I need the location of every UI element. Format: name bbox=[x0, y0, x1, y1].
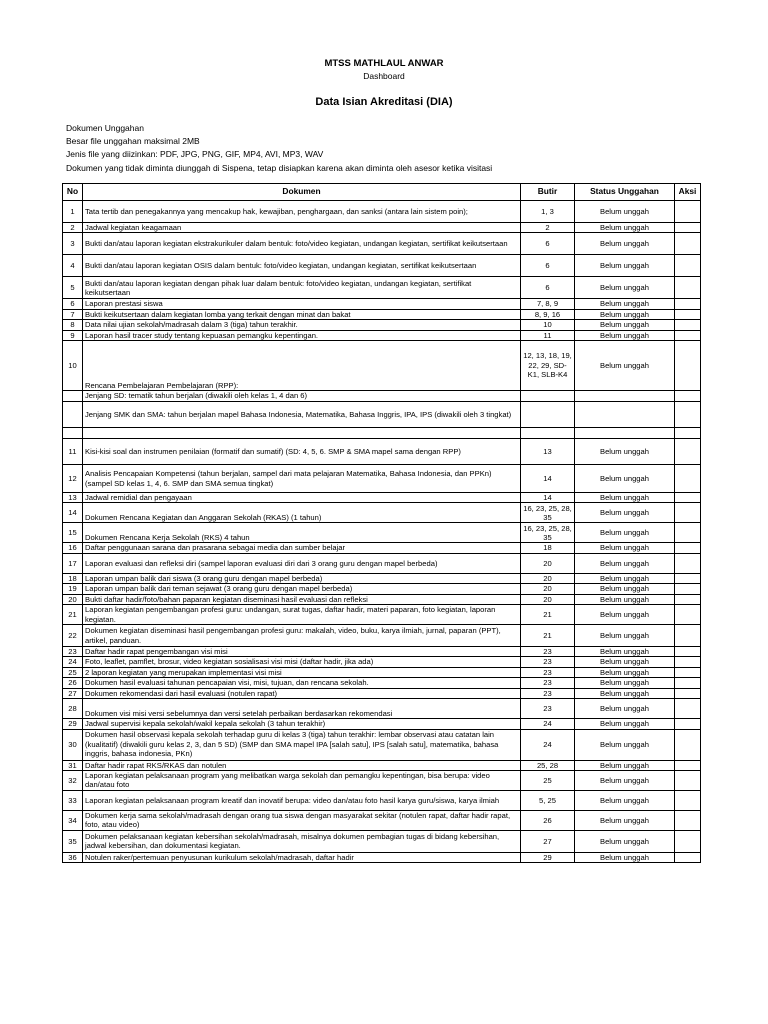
table-row bbox=[63, 647, 701, 657]
action-cell[interactable] bbox=[675, 760, 701, 770]
table-row bbox=[63, 553, 701, 573]
table-row bbox=[63, 770, 701, 790]
action-cell[interactable] bbox=[675, 688, 701, 698]
table-row bbox=[63, 201, 701, 223]
row-number: 26 bbox=[63, 678, 83, 688]
document-name: Tata tertib dan penegakannya yang mencakup hak, kewajiban, penghargaan, dan sanksi (antara lain sistem poin); bbox=[83, 201, 521, 223]
document-name: Bukti dan/atau laporan kegiatan dengan pihak luar dalam bentuk: foto/video kegiatan, undangan kegiatan, sertifikat keikutsertaan bbox=[83, 277, 521, 299]
butir-value: 26 bbox=[521, 810, 575, 830]
document-name: Laporan umpan balik dari siswa (3 orang guru dengan mapel berbeda) bbox=[83, 573, 521, 583]
document-name: Dokumen kegiatan diseminasi hasil pengembangan profesi guru: makalah, video, buku, karya ilmiah, jurnal, paparan (PPT), artikel, panduan. bbox=[83, 625, 521, 647]
row-number: 10 bbox=[63, 341, 83, 391]
butir-value: 23 bbox=[521, 678, 575, 688]
row-number: 35 bbox=[63, 830, 83, 852]
row-number: 28 bbox=[63, 699, 83, 719]
row-number: 8 bbox=[63, 320, 83, 330]
upload-status: Belum unggah bbox=[575, 341, 675, 391]
table-row bbox=[63, 594, 701, 604]
col-header-status: Status Unggahan bbox=[575, 184, 675, 201]
row-number: 30 bbox=[63, 729, 83, 760]
butir-value: 21 bbox=[521, 625, 575, 647]
action-cell[interactable] bbox=[675, 605, 701, 625]
table-row bbox=[63, 543, 701, 553]
document-name: Notulen raker/pertemuan penyusunan kurikulum sekolah/madrasah, daftar hadir bbox=[83, 852, 521, 862]
row-number: 31 bbox=[63, 760, 83, 770]
row-number: 11 bbox=[63, 439, 83, 465]
butir-value: 10 bbox=[521, 320, 575, 330]
butir-value: 1, 3 bbox=[521, 201, 575, 223]
table-row bbox=[63, 810, 701, 830]
row-number: 17 bbox=[63, 553, 83, 573]
upload-status: Belum unggah bbox=[575, 852, 675, 862]
upload-status: Belum unggah bbox=[575, 667, 675, 677]
upload-status bbox=[575, 402, 675, 428]
table-row bbox=[63, 625, 701, 647]
table-row bbox=[63, 523, 701, 543]
document-name: Dokumen hasil evaluasi tahunan pencapaian visi, misi, tujuan, dan rencana sekolah. bbox=[83, 678, 521, 688]
table-row bbox=[63, 852, 701, 862]
row-number: 9 bbox=[63, 330, 83, 340]
action-cell[interactable] bbox=[675, 770, 701, 790]
document-name: Bukti dan/atau laporan kegiatan ekstrakurikuler dalam bentuk: foto/video kegiatan, undangan kegiatan, sertifikat keikutsertaan bbox=[83, 233, 521, 255]
upload-status: Belum unggah bbox=[575, 647, 675, 657]
table-row bbox=[63, 277, 701, 299]
col-header-aksi: Aksi bbox=[675, 184, 701, 201]
row-number: 21 bbox=[63, 605, 83, 625]
upload-status: Belum unggah bbox=[575, 760, 675, 770]
table-row bbox=[63, 584, 701, 594]
upload-status: Belum unggah bbox=[575, 770, 675, 790]
row-number: 20 bbox=[63, 594, 83, 604]
table-row bbox=[63, 439, 701, 465]
butir-value: 18 bbox=[521, 543, 575, 553]
row-number: 4 bbox=[63, 255, 83, 277]
col-header-no: No bbox=[63, 184, 83, 201]
table-row bbox=[63, 341, 701, 391]
document-name: Jenjang SMK dan SMA: tahun berjalan mapel Bahasa Indonesia, Matematika, Bahasa Inggris, IPA, IPS (diwakili oleh 3 tingkat) bbox=[83, 402, 521, 428]
table-row bbox=[63, 493, 701, 503]
table-row bbox=[63, 678, 701, 688]
action-cell[interactable] bbox=[675, 320, 701, 330]
upload-status: Belum unggah bbox=[575, 729, 675, 760]
table-row bbox=[63, 428, 701, 439]
document-name: Laporan umpan balik dari teman sejawat (3 orang guru dengan mapel berbeda) bbox=[83, 584, 521, 594]
table-row bbox=[63, 320, 701, 330]
table-header-row bbox=[63, 184, 701, 201]
action-cell[interactable] bbox=[675, 465, 701, 493]
document-name: Dokumen visi misi versi sebelumnya dan versi setelah perbaikan berdasarkan rekomendasi bbox=[83, 699, 521, 719]
action-cell[interactable] bbox=[675, 584, 701, 594]
table-row bbox=[63, 667, 701, 677]
document-name: Laporan prestasi siswa bbox=[83, 299, 521, 309]
table-row bbox=[63, 699, 701, 719]
action-cell[interactable] bbox=[675, 439, 701, 465]
action-cell[interactable] bbox=[675, 594, 701, 604]
upload-info bbox=[66, 122, 492, 175]
document-name: Jadwal supervisi kepala sekolah/wakil kepala sekolah (3 tahun terakhir) bbox=[83, 719, 521, 729]
row-number: 32 bbox=[63, 770, 83, 790]
upload-status: Belum unggah bbox=[575, 605, 675, 625]
document-name bbox=[83, 428, 521, 439]
upload-status: Belum unggah bbox=[575, 439, 675, 465]
action-cell[interactable] bbox=[675, 543, 701, 553]
butir-value: 23 bbox=[521, 657, 575, 667]
row-number: 16 bbox=[63, 543, 83, 553]
document-name: Jadwal remidial dan pengayaan bbox=[83, 493, 521, 503]
upload-status: Belum unggah bbox=[575, 503, 675, 523]
document-name: Rencana Pembelajaran Pembelajaran (RPP): bbox=[83, 341, 521, 391]
action-cell[interactable] bbox=[675, 699, 701, 719]
table-row bbox=[63, 830, 701, 852]
upload-status: Belum unggah bbox=[575, 299, 675, 309]
document-name: Kisi-kisi soal dan instrumen penilaian (formatif dan sumatif) (SD: 4, 5, 6. SMP & SMA mapel sama dengan RPP) bbox=[83, 439, 521, 465]
upload-status: Belum unggah bbox=[575, 309, 675, 319]
butir-value: 23 bbox=[521, 688, 575, 698]
upload-status: Belum unggah bbox=[575, 790, 675, 810]
action-cell[interactable] bbox=[675, 625, 701, 647]
butir-value: 14 bbox=[521, 465, 575, 493]
document-name: Bukti keikutsertaan dalam kegiatan lomba yang terkait dengan minat dan bakat bbox=[83, 309, 521, 319]
table-row bbox=[63, 402, 701, 428]
table-row bbox=[63, 729, 701, 760]
upload-status: Belum unggah bbox=[575, 830, 675, 852]
document-name: Foto, leaflet, pamflet, brosur, video kegiatan sosialisasi visi misi (daftar hadir, jika ada) bbox=[83, 657, 521, 667]
table-row bbox=[63, 391, 701, 402]
info-line: Dokumen yang tidak diminta diunggah di Sispena, tetap disiapkan karena akan diminta oleh asesor ketika visitasi bbox=[66, 162, 493, 173]
table-row bbox=[63, 790, 701, 810]
action-cell[interactable] bbox=[675, 428, 701, 439]
upload-status: Belum unggah bbox=[575, 233, 675, 255]
document-name: Jadwal kegiatan keagamaan bbox=[83, 223, 521, 233]
document-name: Laporan hasil tracer study tentang kepuasan pemangku kepentingan. bbox=[83, 330, 521, 340]
action-cell[interactable] bbox=[675, 657, 701, 667]
upload-status: Belum unggah bbox=[575, 223, 675, 233]
upload-status: Belum unggah bbox=[575, 678, 675, 688]
document-name: Laporan kegiatan pelaksanaan program yang melibatkan warga sekolah dan pemangku kepentingan, bisa berupa: video dan/atau foto bbox=[83, 770, 521, 790]
butir-value: 14 bbox=[521, 493, 575, 503]
action-cell[interactable] bbox=[675, 233, 701, 255]
action-cell[interactable] bbox=[675, 402, 701, 428]
upload-status: Belum unggah bbox=[575, 493, 675, 503]
butir-value: 25, 28 bbox=[521, 760, 575, 770]
butir-value: 12, 13, 18, 19, 22, 29, SD-K1, SLB-K4 bbox=[521, 341, 575, 391]
row-number: 36 bbox=[63, 852, 83, 862]
butir-value: 2 bbox=[521, 223, 575, 233]
row-number: 5 bbox=[63, 277, 83, 299]
upload-status: Belum unggah bbox=[575, 810, 675, 830]
upload-status: Belum unggah bbox=[575, 543, 675, 553]
butir-value: 23 bbox=[521, 699, 575, 719]
row-number bbox=[63, 402, 83, 428]
row-number: 24 bbox=[63, 657, 83, 667]
table-row bbox=[63, 503, 701, 523]
document-name: Daftar penggunaan sarana dan prasarana sebagai media dan sumber belajar bbox=[83, 543, 521, 553]
butir-value: 11 bbox=[521, 330, 575, 340]
row-number: 7 bbox=[63, 309, 83, 319]
row-number: 19 bbox=[63, 584, 83, 594]
row-number: 23 bbox=[63, 647, 83, 657]
document-name: Analisis Pencapaian Kompetensi (tahun berjalan, sampel dari mata pelajaran Matematika, Bahasa Indonesia, dan PPKn) (sampel SD kelas 1, 4, 6. SMP dan SMA semua tingkat) bbox=[83, 465, 521, 493]
butir-value: 5, 25 bbox=[521, 790, 575, 810]
document-name: Jenjang SD: tematik tahun berjalan (diwakili oleh kelas 1, 4 dan 6) bbox=[83, 391, 521, 402]
row-number bbox=[63, 428, 83, 439]
document-table bbox=[62, 183, 701, 863]
table-row bbox=[63, 255, 701, 277]
document-name: Daftar hadir rapat pengembangan visi misi bbox=[83, 647, 521, 657]
butir-value: 24 bbox=[521, 729, 575, 760]
butir-value: 6 bbox=[521, 233, 575, 255]
upload-status: Belum unggah bbox=[575, 255, 675, 277]
row-number: 2 bbox=[63, 223, 83, 233]
table-row bbox=[63, 299, 701, 309]
table-row bbox=[63, 233, 701, 255]
info-line: Dokumen Unggahan bbox=[66, 123, 144, 133]
document-name: Dokumen hasil observasi kepala sekolah terhadap guru di kelas 3 (tiga) tahun terakhir: lembar observasi atau catatan lain (kualitatif) (diwakili guru kelas 2, 3, dan 5 SD) (SMP dan SMA mapel IPA [salah satu], IPS [salah satu], matematika, bahasa inggris, bahasa indonesia, PKn) bbox=[83, 729, 521, 760]
document-name: Laporan evaluasi dan refleksi diri (sampel laporan evaluasi diri dari 3 orang guru dengan mapel berbeda) bbox=[83, 553, 521, 573]
document-name: Dokumen rekomendasi dari hasil evaluasi (notulen rapat) bbox=[83, 688, 521, 698]
info-line: Jenis file yang diizinkan: PDF, JPG, PNG, GIF, MP4, AVI, MP3, WAV bbox=[66, 149, 324, 160]
action-cell[interactable] bbox=[675, 830, 701, 852]
butir-value: 20 bbox=[521, 584, 575, 594]
upload-status: Belum unggah bbox=[575, 573, 675, 583]
butir-value: 25 bbox=[521, 770, 575, 790]
action-cell[interactable] bbox=[675, 341, 701, 391]
row-number: 13 bbox=[63, 493, 83, 503]
action-cell[interactable] bbox=[675, 790, 701, 810]
upload-status bbox=[575, 391, 675, 402]
upload-status: Belum unggah bbox=[575, 657, 675, 667]
table-row bbox=[63, 223, 701, 233]
butir-value: 7, 8, 9 bbox=[521, 299, 575, 309]
document-name: Daftar hadir rapat RKS/RKAS dan notulen bbox=[83, 760, 521, 770]
info-line: Besar file unggahan maksimal 2MB bbox=[66, 136, 200, 147]
action-cell[interactable] bbox=[675, 678, 701, 688]
action-cell[interactable] bbox=[675, 255, 701, 277]
upload-status: Belum unggah bbox=[575, 523, 675, 543]
document-name: Laporan kegiatan pengembangan profesi guru: undangan, surat tugas, daftar hadir, materi paparan, foto kegiatan, laporan kegiatan. bbox=[83, 605, 521, 625]
butir-value: 23 bbox=[521, 647, 575, 657]
table-row bbox=[63, 760, 701, 770]
row-number: 14 bbox=[63, 503, 83, 523]
document-header bbox=[0, 58, 768, 81]
page-subtitle: Dashboard bbox=[363, 71, 405, 81]
butir-value: 8, 9, 16 bbox=[521, 309, 575, 319]
upload-status: Belum unggah bbox=[575, 699, 675, 719]
table-row bbox=[63, 465, 701, 493]
butir-value bbox=[521, 402, 575, 428]
row-number: 3 bbox=[63, 233, 83, 255]
document-name: Bukti dan/atau laporan kegiatan OSIS dalam bentuk: foto/video kegiatan, undangan kegiatan, sertifikat keikutsertaan bbox=[83, 255, 521, 277]
row-number: 22 bbox=[63, 625, 83, 647]
action-cell[interactable] bbox=[675, 810, 701, 830]
upload-status: Belum unggah bbox=[575, 201, 675, 223]
col-header-dokumen: Dokumen bbox=[83, 184, 521, 201]
row-number: 27 bbox=[63, 688, 83, 698]
butir-value: 16, 23, 25, 28, 35 bbox=[521, 503, 575, 523]
butir-value: 6 bbox=[521, 277, 575, 299]
action-cell[interactable] bbox=[675, 503, 701, 523]
document-name: Data nilai ujian sekolah/madrasah dalam 3 (tiga) tahun terakhir. bbox=[83, 320, 521, 330]
document-name: Laporan kegiatan pelaksanaan program kreatif dan inovatif berupa: video dan/atau foto hasil karya guru/siswa, karya ilmiah bbox=[83, 790, 521, 810]
action-cell[interactable] bbox=[675, 330, 701, 340]
butir-value bbox=[521, 428, 575, 439]
action-cell[interactable] bbox=[675, 553, 701, 573]
action-cell[interactable] bbox=[675, 647, 701, 657]
row-number: 34 bbox=[63, 810, 83, 830]
butir-value: 20 bbox=[521, 553, 575, 573]
upload-status: Belum unggah bbox=[575, 625, 675, 647]
action-cell[interactable] bbox=[675, 523, 701, 543]
butir-value: 24 bbox=[521, 719, 575, 729]
table-row bbox=[63, 688, 701, 698]
row-number: 6 bbox=[63, 299, 83, 309]
action-cell[interactable] bbox=[675, 719, 701, 729]
page-title: Data Isian Akreditasi (DIA) bbox=[315, 96, 453, 108]
upload-status: Belum unggah bbox=[575, 330, 675, 340]
row-number: 15 bbox=[63, 523, 83, 543]
action-cell[interactable] bbox=[675, 493, 701, 503]
upload-status: Belum unggah bbox=[575, 594, 675, 604]
action-cell[interactable] bbox=[675, 573, 701, 583]
action-cell[interactable] bbox=[675, 852, 701, 862]
row-number: 18 bbox=[63, 573, 83, 583]
butir-value bbox=[521, 391, 575, 402]
action-cell[interactable] bbox=[675, 223, 701, 233]
document-name: Dokumen Rencana Kerja Sekolah (RKS) 4 tahun bbox=[83, 523, 521, 543]
upload-status: Belum unggah bbox=[575, 719, 675, 729]
table-row bbox=[63, 330, 701, 340]
action-cell[interactable] bbox=[675, 201, 701, 223]
school-name: MTSS MATHLAUL ANWAR bbox=[324, 58, 444, 69]
document-name: 2 laporan kegiatan yang merupakan implementasi visi misi bbox=[83, 667, 521, 677]
action-cell[interactable] bbox=[675, 391, 701, 402]
action-cell[interactable] bbox=[675, 299, 701, 309]
butir-value: 23 bbox=[521, 667, 575, 677]
document-name: Dokumen pelaksanaan kegiatan kebersihan sekolah/madrasah, misalnya dokumen pembagian tugas di bidang kebersihan, jadwal kebersihan, dan dokumentasi kegiatan. bbox=[83, 830, 521, 852]
butir-value: 13 bbox=[521, 439, 575, 465]
table-row bbox=[63, 719, 701, 729]
row-number: 12 bbox=[63, 465, 83, 493]
col-header-butir: Butir bbox=[521, 184, 575, 201]
upload-status: Belum unggah bbox=[575, 465, 675, 493]
butir-value: 16, 23, 25, 28, 35 bbox=[521, 523, 575, 543]
butir-value: 21 bbox=[521, 605, 575, 625]
row-number: 33 bbox=[63, 790, 83, 810]
butir-value: 20 bbox=[521, 573, 575, 583]
row-number: 29 bbox=[63, 719, 83, 729]
butir-value: 27 bbox=[521, 830, 575, 852]
action-cell[interactable] bbox=[675, 667, 701, 677]
row-number: 25 bbox=[63, 667, 83, 677]
upload-status: Belum unggah bbox=[575, 277, 675, 299]
table-row bbox=[63, 657, 701, 667]
table-row bbox=[63, 573, 701, 583]
upload-status: Belum unggah bbox=[575, 688, 675, 698]
butir-value: 20 bbox=[521, 594, 575, 604]
document-name: Dokumen Rencana Kegiatan dan Anggaran Sekolah (RKAS) (1 tahun) bbox=[83, 503, 521, 523]
document-name: Bukti daftar hadir/foto/bahan paparan kegiatan diseminasi hasil evaluasi dan refleksi bbox=[83, 594, 521, 604]
action-cell[interactable] bbox=[675, 309, 701, 319]
row-number: 1 bbox=[63, 201, 83, 223]
upload-status: Belum unggah bbox=[575, 553, 675, 573]
upload-status: Belum unggah bbox=[575, 584, 675, 594]
action-cell[interactable] bbox=[675, 277, 701, 299]
upload-status: Belum unggah bbox=[575, 320, 675, 330]
row-number bbox=[63, 391, 83, 402]
document-name: Dokumen kerja sama sekolah/madrasah dengan orang tua siswa dengan masyarakat sekitar (notulen rapat, daftar hadir rapat, foto, atau video) bbox=[83, 810, 521, 830]
table-row bbox=[63, 605, 701, 625]
upload-status bbox=[575, 428, 675, 439]
table-row bbox=[63, 309, 701, 319]
butir-value: 29 bbox=[521, 852, 575, 862]
butir-value: 6 bbox=[521, 255, 575, 277]
action-cell[interactable] bbox=[675, 729, 701, 760]
